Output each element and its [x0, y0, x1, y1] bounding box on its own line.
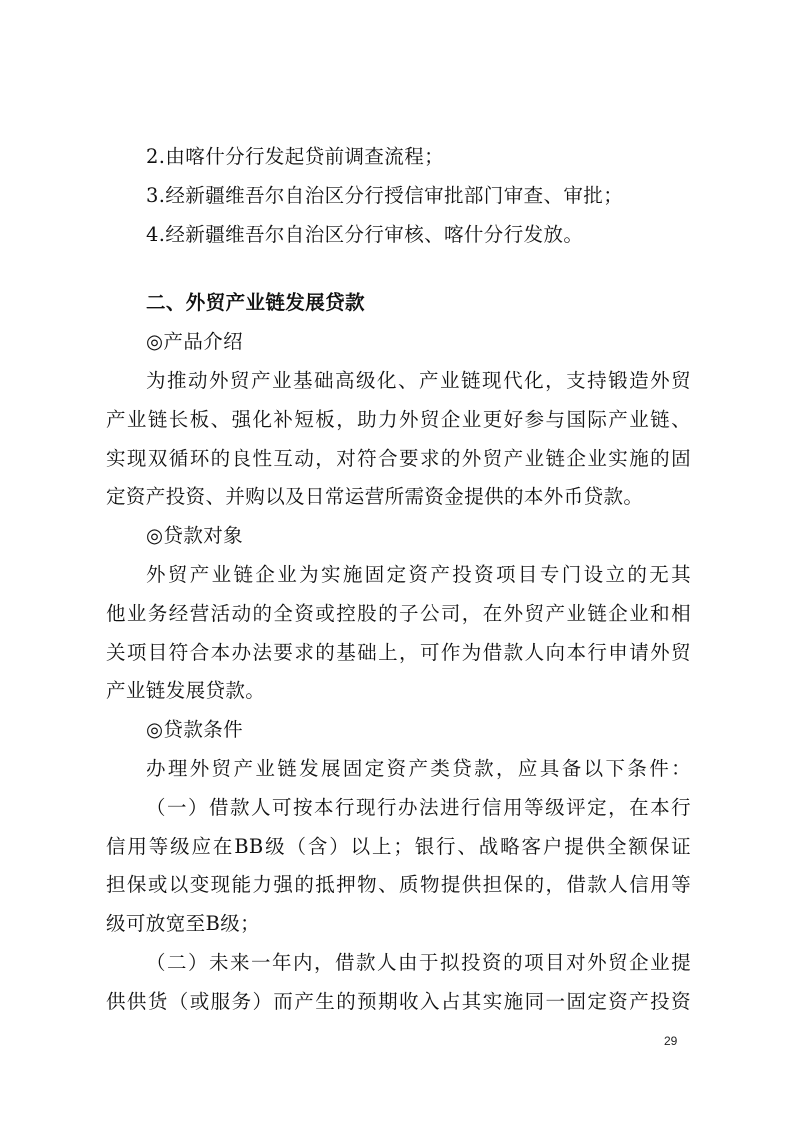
section-heading: 二、外贸产业链发展贷款 — [146, 291, 365, 315]
list-item-step-2: 2.由喀什分行发起贷前调查流程； — [146, 145, 445, 168]
paragraph-line: 外贸产业链企业为实施固定资产投资项目专门设立的无其 — [146, 562, 691, 586]
condition-2-line: 供供货（或服务）而产生的预期收入占其实施同一固定资产投资 — [106, 989, 691, 1013]
paragraph-line: 产业链发展贷款。 — [106, 679, 266, 703]
condition-1-line: 担保或以变现能力强的抵押物、质物提供担保的，借款人信用等 — [106, 873, 691, 897]
section-spacer — [106, 254, 691, 284]
list-item-step-4: 4.经新疆维吾尔自治区分行审核、喀什分行发放。 — [146, 222, 584, 246]
paragraph-line: 他业务经营活动的全资或控股的子公司，在外贸产业链企业和相 — [106, 601, 691, 625]
condition-1-line: （一）借款人可按本行现行办法进行信用等级评定，在本行 — [146, 795, 691, 819]
page-number: 29 — [664, 1034, 678, 1048]
paragraph-line: 实现双循环的良性互动，对符合要求的外贸产业链企业实施的固 — [106, 446, 691, 470]
conditions-intro: 办理外贸产业链发展固定资产类贷款，应具备以下条件： — [146, 756, 691, 780]
paragraph-line: 为推动外贸产业基础高级化、产业链现代化，支持锻造外贸 — [146, 368, 691, 392]
subheading-loan-target: ◎贷款对象 — [146, 524, 244, 548]
page-content — [106, 138, 691, 1022]
condition-2-line: （二）未来一年内，借款人由于拟投资的项目对外贸企业提 — [146, 950, 691, 974]
condition-1-line: 信用等级应在BB级（含）以上；银行、战略客户提供全额保证 — [106, 834, 691, 858]
list-item-step-3: 3.经新疆维吾尔自治区分行授信审批部门审查、审批； — [146, 183, 624, 207]
paragraph-line: 定资产投资、并购以及日常运营所需资金提供的本外币贷款。 — [106, 485, 644, 509]
subheading-loan-conditions: ◎贷款条件 — [146, 718, 244, 742]
subheading-product-intro: ◎产品介绍 — [146, 330, 244, 354]
paragraph-line: 关项目符合本办法要求的基础上，可作为借款人向本行申请外贸 — [106, 640, 691, 664]
condition-1-line: 级可放宽至B级； — [106, 912, 261, 936]
paragraph-line: 产业链长板、强化补短板，助力外贸企业更好参与国际产业链、 — [106, 407, 691, 431]
